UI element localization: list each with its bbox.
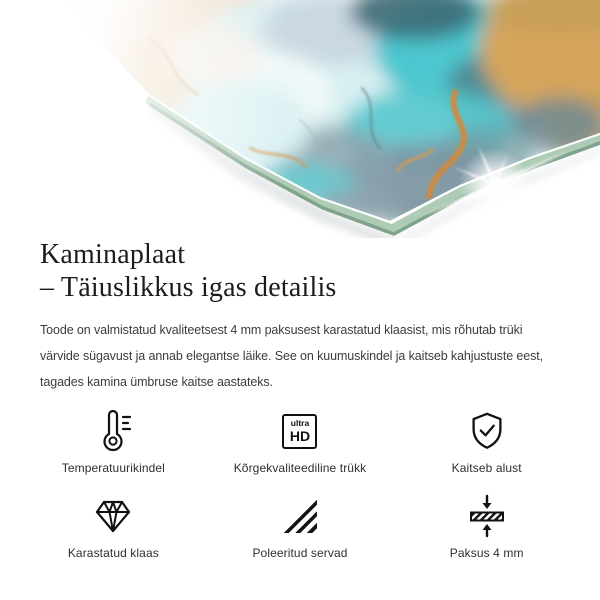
feature-print-quality [207,408,394,475]
shield-check-icon [465,408,509,454]
feature-thickness [393,493,580,560]
product-image [0,0,600,238]
feature-label: Karastatud klaas [67,546,159,560]
ultra-hd-badge-main: HD [289,427,311,444]
feature-protects-base [393,408,580,475]
ultra-hd-badge-top: ultra [290,418,310,429]
feature-label: Temperatuurikindel [61,461,165,475]
feature-polished-edges [207,493,394,560]
feature-label: Kõrgekvaliteediline trükk [233,461,367,475]
page-title-line1: Kaminaplaat [40,239,186,270]
feature-tempered-glass [20,493,207,560]
thickness-icon [464,493,510,539]
ultra-hd-icon [282,408,317,454]
feature-label: Poleeritud servad [252,546,348,560]
feature-temperature-resistant [20,408,207,475]
glass-panel-art [0,0,600,238]
thermometer-icon [90,408,136,454]
features-grid [20,408,580,560]
polished-edges-icon [283,493,317,539]
product-description: Toode on valmistatud kvaliteetsest 4 mm paksusest karastatud klaasist, mis rõhutab trüki värvide sügavust ja annab elegantse läike. See on kuumuskindel ja kaitseb kahjustuste eest, tagades kamina ümbruse kaitse aastateks. [40,323,544,389]
page-title [40,238,560,304]
feature-label: Paksus 4 mm [449,546,524,560]
feature-label: Kaitseb alust [451,461,522,475]
page-title-line2: – Täiuslikkus igas detailis [40,272,337,303]
diamond-icon [90,493,136,539]
